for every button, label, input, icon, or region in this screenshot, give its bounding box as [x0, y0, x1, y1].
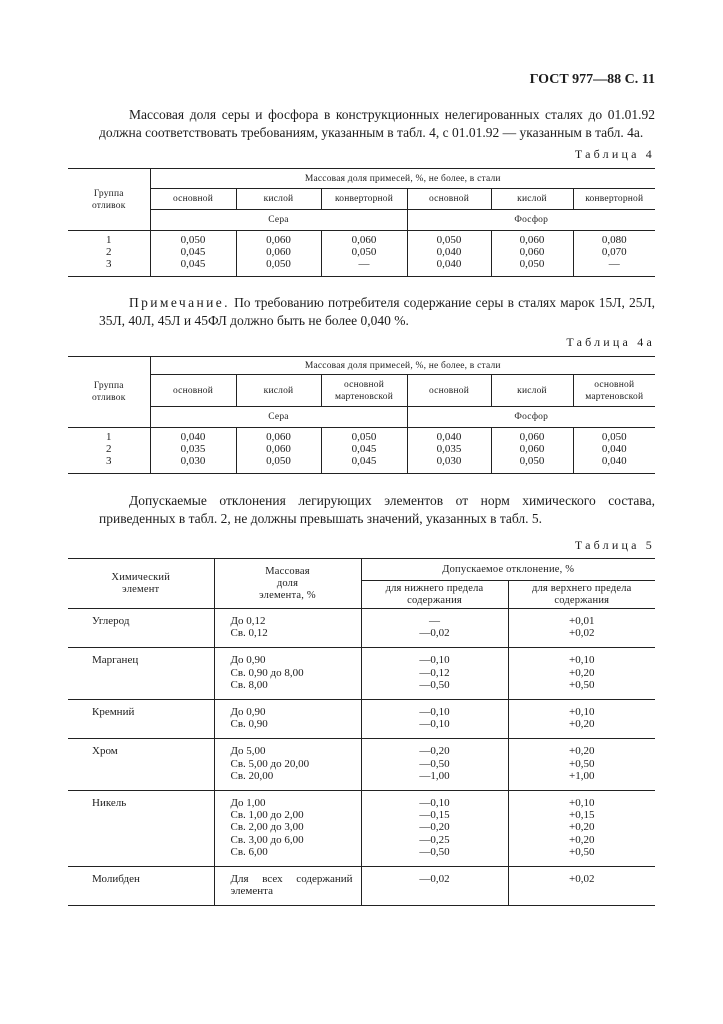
table4a-col-3: основной мартеновской — [321, 375, 407, 407]
table4-body — [68, 231, 655, 277]
table5-row-chromium — [68, 739, 655, 791]
table5-row-carbon — [68, 609, 655, 648]
table5-lower: — —0,02 — [361, 609, 508, 648]
table5-upper: +0,10 +0,15 +0,20 +0,20 +0,50 — [508, 791, 655, 867]
note-text: По требованию потребителя содержание серы в сталях марок 15Л, 25Л, 35Л, 40Л, 45Л и 45ФЛ должно быть не более 0,040 %. — [99, 295, 655, 328]
table4-cell: 0,080 0,070 — — [573, 231, 655, 277]
table5-element-header: Химический элемент — [68, 559, 214, 609]
intro-text: Массовая доля серы и фосфора в конструкционных нелегированных сталях до 01.01.92 должна соответствовать требованиям, указанным в табл. 4, с 01.01.92 — указанным в табл. 4а. — [99, 107, 655, 140]
table5-upper: +0,01 +0,02 — [508, 609, 655, 648]
table5-mass: До 0,90 Св. 0,90 — [214, 700, 361, 739]
para2-text: Допускаемые отклонения легирующих элементов от норм химического состава, приведенных в табл. 2, не должны превышать значений, указанных в табл. 5. — [99, 493, 655, 526]
table5-deviation-header: Допускаемое отклонение, % — [361, 559, 655, 581]
table4a-groups: 1 2 3 — [68, 428, 150, 474]
table5-upper: +0,20 +0,50 +1,00 — [508, 739, 655, 791]
table4-col-3: конверторной — [321, 189, 407, 210]
table4a-element-phosphorus: Фосфор — [407, 407, 655, 428]
table4-col-6: конверторной — [573, 189, 655, 210]
table5-lower: —0,02 — [361, 867, 508, 906]
table4-col-1: основной — [150, 189, 236, 210]
table5-element: Хром — [68, 739, 214, 791]
table5-mass: До 5,00 Св. 5,00 до 20,00 Св. 20,00 — [214, 739, 361, 791]
table5-mass-header: Массовая доля элемента, % — [214, 559, 361, 609]
table5-element: Марганец — [68, 648, 214, 700]
table5-mass: До 0,90 Св. 0,90 до 8,00 Св. 8,00 — [214, 648, 361, 700]
table5-lower: —0,10 —0,12 —0,50 — [361, 648, 508, 700]
table4-element-phosphorus: Фосфор — [407, 210, 655, 231]
table4a-top-header: Массовая доля примесей, %, не более, в стали — [150, 357, 655, 375]
table5-upper: +0,02 — [508, 867, 655, 906]
table4-col-4: основной — [407, 189, 491, 210]
table5-row-manganese — [68, 648, 655, 700]
table5-row-silicon — [68, 700, 655, 739]
table5-mass: До 1,00 Св. 1,00 до 2,00 Св. 2,00 до 3,00 Св. 3,00 до 6,00 Св. 6,00 — [214, 791, 361, 867]
table4a-cell: 0,060 0,060 0,050 — [491, 428, 573, 474]
table5-element: Молибден — [68, 867, 214, 906]
table4a-cell: 0,040 0,035 0,030 — [407, 428, 491, 474]
intro-paragraph — [99, 106, 655, 142]
table-4a — [68, 356, 655, 474]
table5-mass: До 0,12 Св. 0,12 — [214, 609, 361, 648]
table-4 — [68, 168, 655, 277]
table5-mass: Для всех содержаний элемента — [214, 867, 361, 906]
table4-col-2: кислой — [236, 189, 321, 210]
table4a-group-header: Группа отливок — [68, 357, 150, 428]
table4-col-5: кислой — [491, 189, 573, 210]
table5-element: Никель — [68, 791, 214, 867]
table4-groups: 1 2 3 — [68, 231, 150, 277]
table4a-col-6: основной мартеновской — [573, 375, 655, 407]
table5-row-nickel — [68, 791, 655, 867]
table4a-cell: 0,050 0,045 0,045 — [321, 428, 407, 474]
table5-lower: —0,10 —0,15 —0,20 —0,25 —0,50 — [361, 791, 508, 867]
table4-caption: Таблица 4 — [574, 147, 655, 161]
table4a-element-sulfur: Сера — [150, 407, 407, 428]
table5-element: Углерод — [68, 609, 214, 648]
table5-lower: —0,10 —0,10 — [361, 700, 508, 739]
table4a-cell: 0,040 0,035 0,030 — [150, 428, 236, 474]
table5-element: Кремний — [68, 700, 214, 739]
table4a-col-4: основной — [407, 375, 491, 407]
table4a-cell: 0,050 0,040 0,040 — [573, 428, 655, 474]
table5-lower: —0,20 —0,50 —1,00 — [361, 739, 508, 791]
table5-upper: +0,10 +0,20 +0,50 — [508, 648, 655, 700]
page-header: ГОСТ 977—88 С. 11 — [529, 72, 655, 87]
table4-cell: 0,060 0,060 0,050 — [236, 231, 321, 277]
table4-cell: 0,060 0,050 — — [321, 231, 407, 277]
note-label: Примечание. — [129, 295, 230, 310]
table4a-body — [68, 428, 655, 474]
table4a-col-5: кислой — [491, 375, 573, 407]
para2-paragraph — [99, 492, 655, 528]
table4a-col-1: основной — [150, 375, 236, 407]
table4-cell: 0,050 0,040 0,040 — [407, 231, 491, 277]
table4a-caption: Таблица 4а — [566, 335, 655, 349]
table4-cell: 0,050 0,045 0,045 — [150, 231, 236, 277]
note-paragraph — [99, 294, 655, 330]
table4-top-header: Массовая доля примесей, %, не более, в стали — [150, 169, 655, 189]
table4-cell: 0,060 0,060 0,050 — [491, 231, 573, 277]
table5-lower-header: для нижнего предела содержания — [361, 581, 508, 609]
table5-upper-header: для верхнего предела содержания — [508, 581, 655, 609]
table4-element-sulfur: Сера — [150, 210, 407, 231]
table4a-cell: 0,060 0,060 0,050 — [236, 428, 321, 474]
table5-upper: +0,10 +0,20 — [508, 700, 655, 739]
table4-group-header: Группа отливок — [68, 169, 150, 231]
table4a-col-2: кислой — [236, 375, 321, 407]
table5-row-molybdenum — [68, 867, 655, 906]
table-5 — [68, 558, 655, 906]
table5-caption: Таблица 5 — [574, 538, 655, 552]
